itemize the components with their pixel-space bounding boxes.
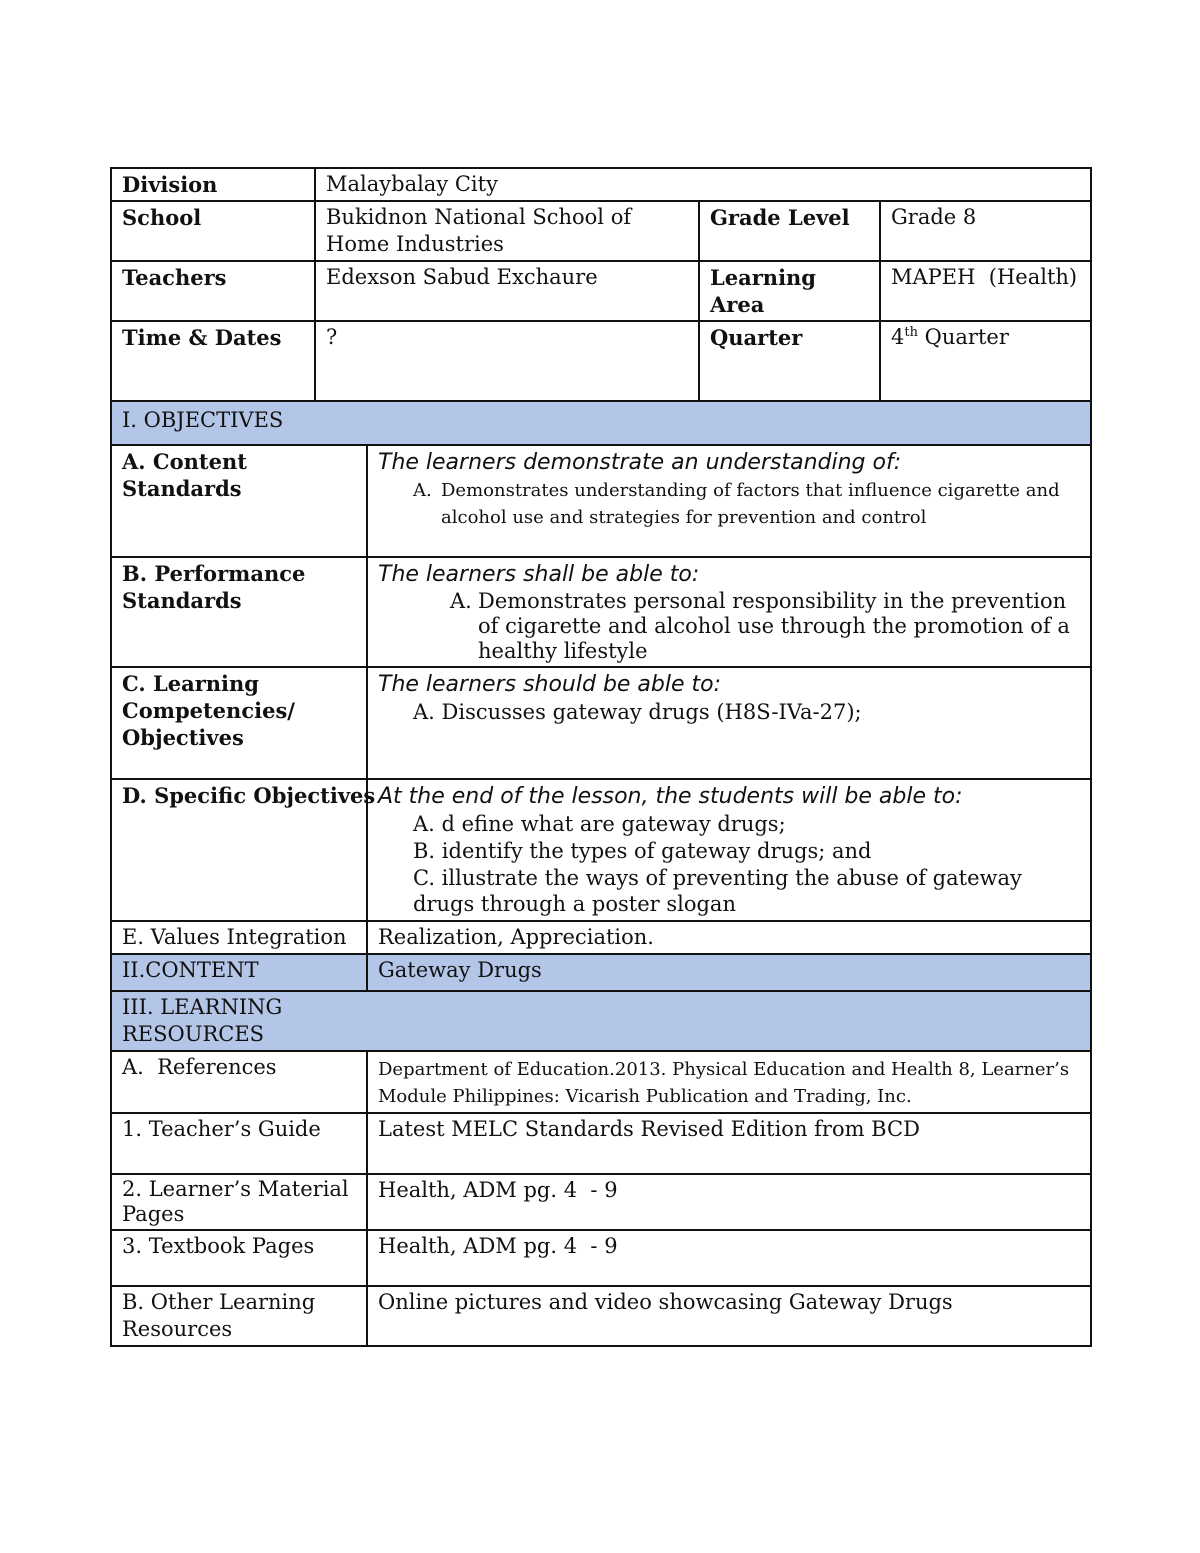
content-standards-text: Demonstrates understanding of factors that influence cigarette and alcohol use and strategies for prevention and control [441, 480, 1060, 528]
content-standards-label: A. Content Standards [111, 445, 367, 557]
learning-area-value: MAPEH (Health) [880, 261, 1091, 321]
learners-material-label: 2. Learner’s Material Pages [111, 1174, 367, 1230]
references-value: Department of Education.2013. Physical Education and Health 8, Learner’s Module Philippines: Vicarish Publication and Trading, Inc. [367, 1051, 1091, 1113]
list-marker: A. [450, 589, 472, 613]
time-dates-value: ? [315, 321, 699, 407]
teachers-value: Edexson Sabud Exchaure [315, 261, 699, 321]
content-section-label: II.CONTENT [111, 954, 367, 991]
performance-standards-cell [367, 557, 1091, 667]
quarter-value [880, 321, 1091, 407]
grade-level-label: Grade Level [699, 201, 880, 261]
school-value: Bukidnon National School of Home Industries [315, 201, 699, 261]
quarter-number: 4 [891, 325, 905, 349]
objectives-heading: I. OBJECTIVES [111, 401, 1091, 445]
performance-standards-text: Demonstrates personal responsibility in the prevention of cigarette and alcohol use through the promotion of a healthy lifestyle [478, 589, 1070, 663]
references-label: A. References [111, 1051, 367, 1113]
values-integration-value: Realization, Appreciation. [367, 921, 1091, 954]
teachers-guide-label: 1. Teacher’s Guide [111, 1113, 367, 1174]
specific-objectives-intro: At the end of the lesson, the students will be able to: [378, 784, 963, 809]
time-dates-label: Time & Dates [111, 321, 315, 407]
performance-standards-item [378, 589, 1080, 664]
other-resources-label: B. Other Learning Resources [111, 1286, 367, 1346]
learning-area-label: Learning Area [699, 261, 880, 321]
specific-objective-a: A. d efine what are gateway drugs; [413, 812, 786, 836]
teachers-label: Teachers [111, 261, 315, 321]
learning-competencies-intro: The learners should be able to: [378, 672, 722, 697]
division-label: Division [111, 168, 315, 201]
learning-competencies-label: C. Learning Competencies/ Objectives [111, 667, 367, 779]
header-table [110, 167, 1092, 408]
content-section-value: Gateway Drugs [367, 954, 1091, 991]
learning-resources-heading [111, 991, 1091, 1051]
specific-objectives-cell [367, 779, 1091, 921]
quarter-suffix: th [904, 325, 918, 340]
lesson-table [110, 400, 1092, 1347]
specific-objective-c: C. illustrate the ways of preventing the abuse of gateway drugs through a poster slogan [413, 866, 1022, 916]
specific-objective-b: B. identify the types of gateway drugs; and [413, 839, 872, 863]
values-integration-label: E. Values Integration [111, 921, 367, 954]
teachers-guide-value: Latest MELC Standards Revised Edition from BCD [367, 1113, 1091, 1174]
quarter-label: Quarter [699, 321, 880, 407]
performance-standards-label: B. Performance Standards [111, 557, 367, 667]
learning-competencies-cell [367, 667, 1091, 779]
learning-resources-heading-text: III. LEARNING RESOURCES [122, 995, 283, 1046]
content-standards-cell [367, 445, 1091, 557]
school-label: School [111, 201, 315, 261]
performance-standards-intro: The learners shall be able to: [378, 562, 700, 587]
list-marker: A. [413, 480, 432, 501]
division-value: Malaybalay City [315, 168, 1091, 201]
learners-material-value: Health, ADM pg. 4 - 9 [367, 1174, 1091, 1230]
other-resources-value: Online pictures and video showcasing Gateway Drugs [367, 1286, 1091, 1346]
learning-competencies-item: A. Discusses gateway drugs (H8S-IVa-27); [413, 700, 862, 724]
quarter-word: Quarter [917, 325, 1009, 349]
specific-objectives-label: D. Specific Objectives [111, 779, 367, 921]
content-standards-intro: The learners demonstrate an understanding of: [378, 450, 902, 475]
textbook-pages-value: Health, ADM pg. 4 - 9 [367, 1230, 1091, 1286]
content-standards-item [378, 477, 1080, 531]
textbook-pages-label: 3. Textbook Pages [111, 1230, 367, 1286]
grade-level-value: Grade 8 [880, 201, 1091, 261]
